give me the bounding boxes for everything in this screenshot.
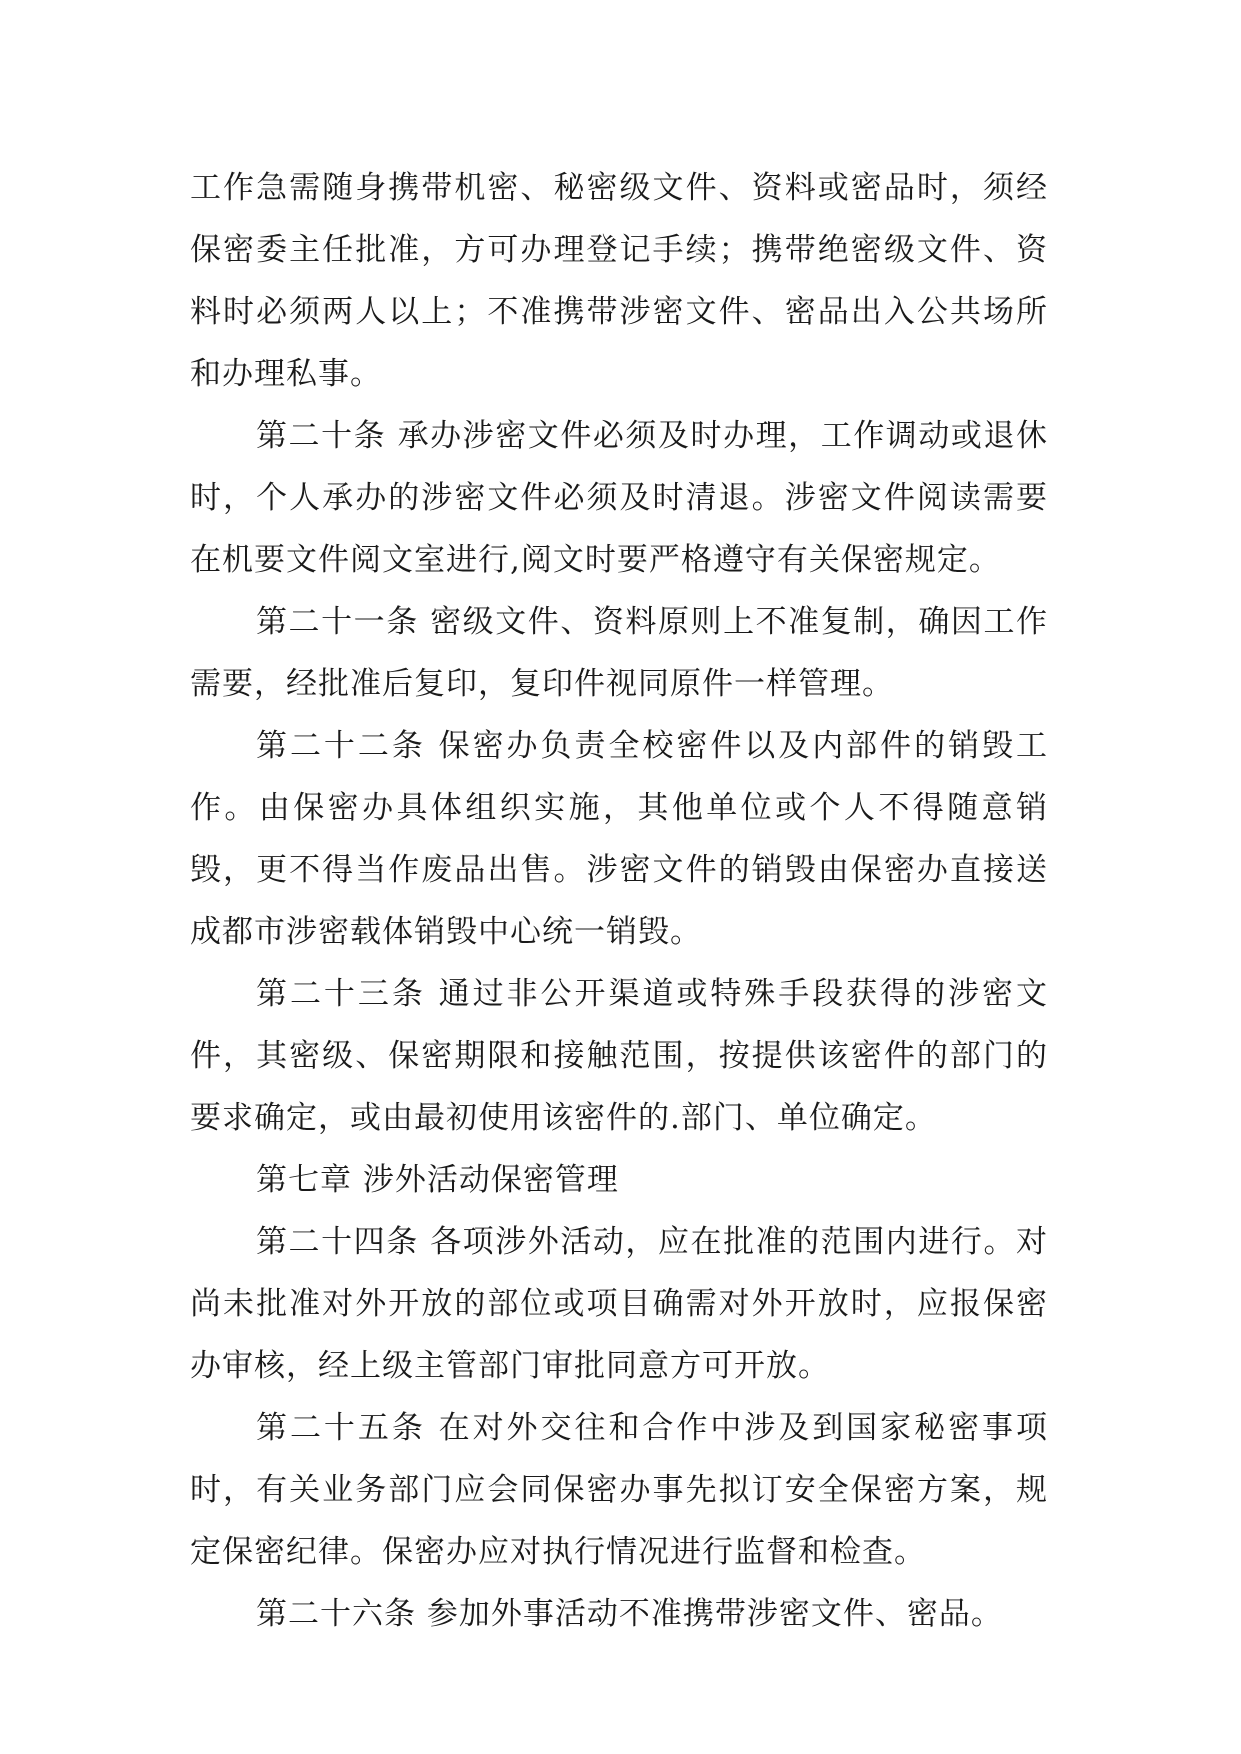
paragraph-article-21: 第二十一条 密级文件、资料原则上不准复制，确因工作需要，经批准后复印，复印件视同原件一样管理。 bbox=[190, 604, 1048, 702]
paragraph-continued: 工作急需随身携带机密、秘密级文件、资料或密品时，须经保密委主任批准，方可办理登记手续；携带绝密级文件、资料时必须两人以上；不准携带涉密文件、密品出入公共场所和办理私事。 bbox=[190, 170, 1048, 392]
document-page bbox=[190, 157, 1048, 1645]
paragraph-article-26: 第二十六条 参加外事活动不准携带涉密文件、密品。 bbox=[256, 1596, 1003, 1632]
paragraph-article-20: 第二十条 承办涉密文件必须及时办理，工作调动或退休时，个人承办的涉密文件必须及时清退。涉密文件阅读需要在机要文件阅文室进行,阅文时要严格遵守有关保密规定。 bbox=[190, 418, 1048, 578]
paragraph-article-25: 第二十五条 在对外交往和合作中涉及到国家秘密事项时，有关业务部门应会同保密办事先拟订安全保密方案，规定保密纪律。保密办应对执行情况进行监督和检查。 bbox=[190, 1410, 1048, 1570]
paragraph-article-23: 第二十三条 通过非公开渠道或特殊手段获得的涉密文件，其密级、保密期限和接触范围，按提供该密件的部门的要求确定，或由最初使用该密件的.部门、单位确定。 bbox=[190, 976, 1048, 1136]
paragraph-article-24: 第二十四条 各项涉外活动，应在批准的范围内进行。对尚未批准对外开放的部位或项目确需对外开放时，应报保密办审核，经上级主管部门审批同意方可开放。 bbox=[190, 1224, 1048, 1384]
chapter-heading-7: 第七章 涉外活动保密管理 bbox=[256, 1162, 619, 1198]
paragraph-article-22: 第二十二条 保密办负责全校密件以及内部件的销毁工作。由保密办具体组织实施，其他单位或个人不得随意销毁，更不得当作废品出售。涉密文件的销毁由保密办直接送成都市涉密载体销毁中心统一销毁。 bbox=[190, 728, 1048, 950]
